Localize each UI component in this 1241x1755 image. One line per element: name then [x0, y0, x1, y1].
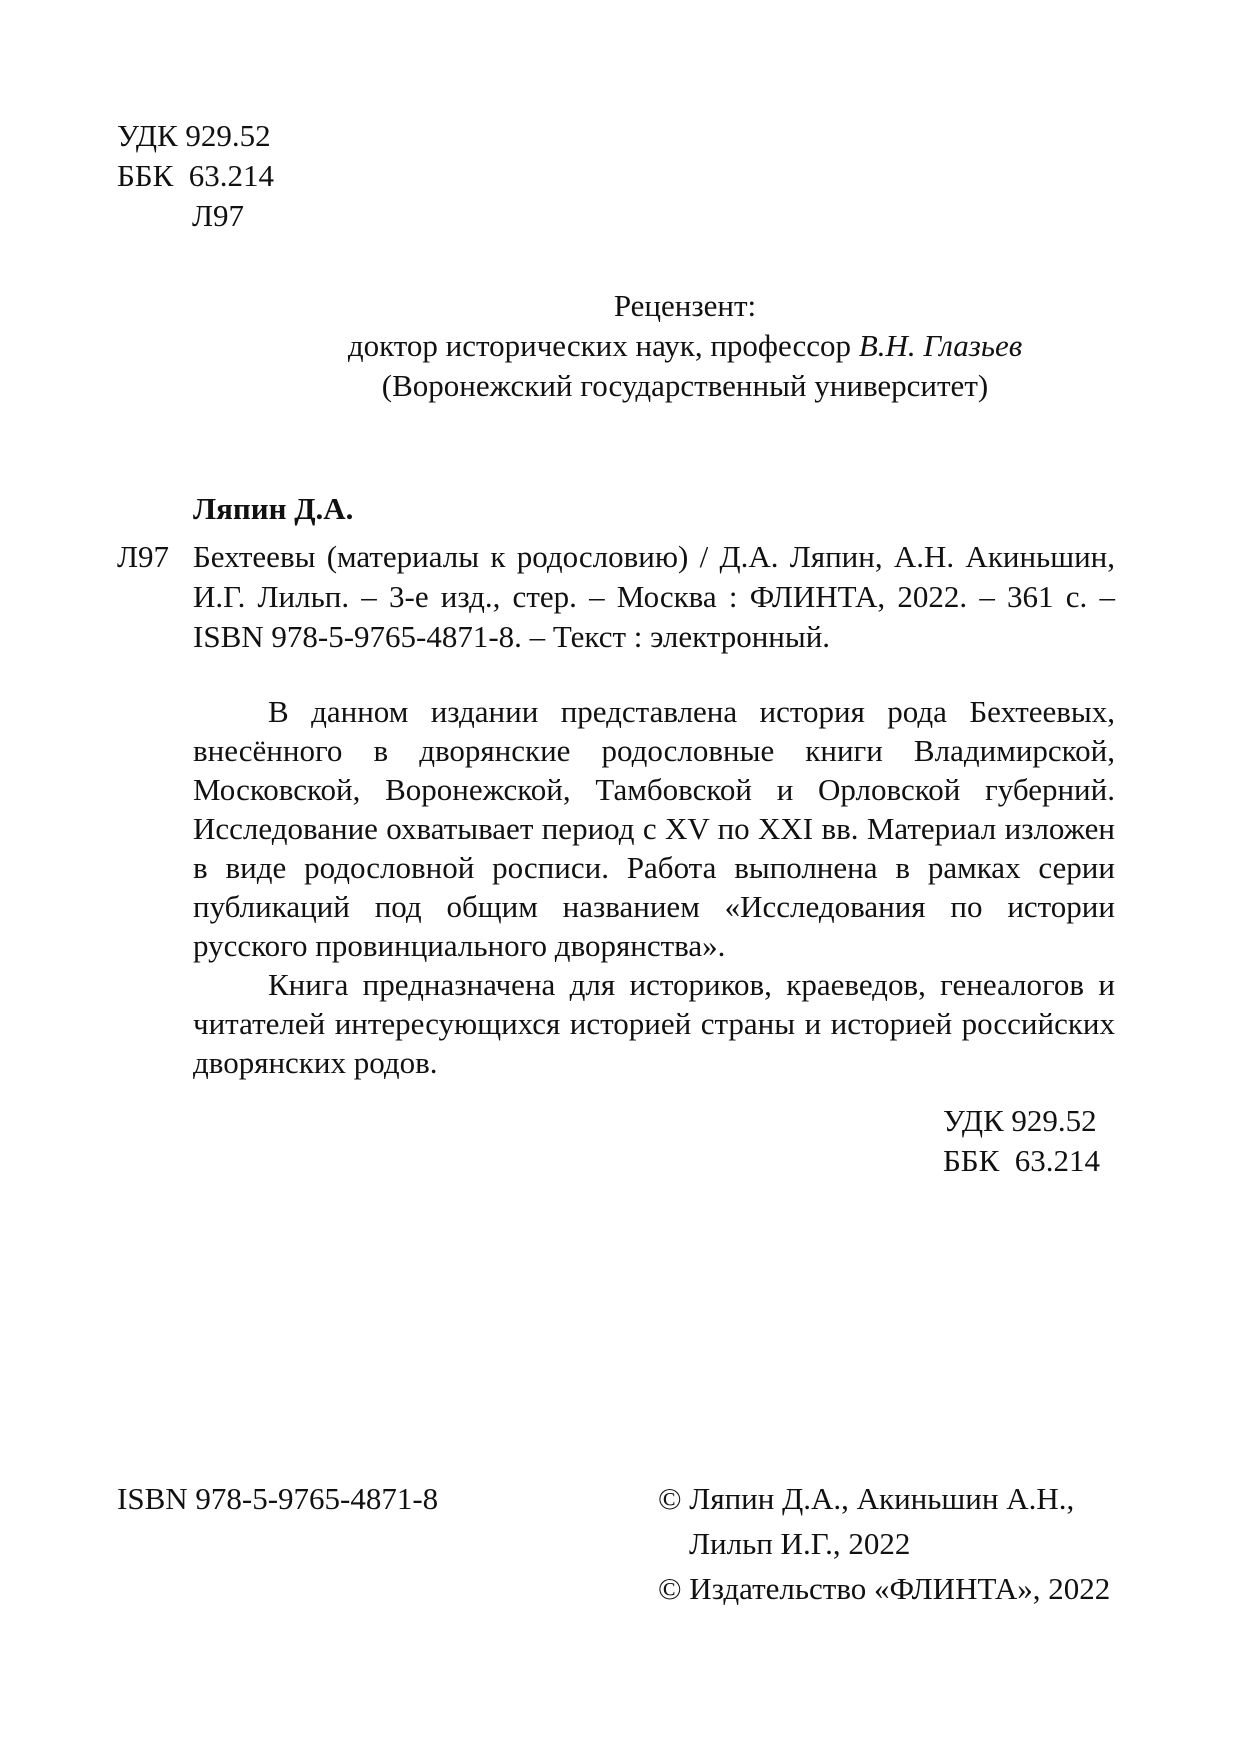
- bibliographic-record: Бехтеевы (материалы к родословию) / Д.А. Ляпин, А.Н. Акиньшин, И.Г. Лильп. – 3-е изд., стер. – Москва : ФЛИНТА, 2022. – 361 с. – ISBN 978-5-9765-4871-8. – Текст : электронный.: [193, 539, 1115, 654]
- annotation-paragraph: Книга предназначена для историков, краеведов, генеалогов и читателей интересующихся историей страны и историей российских дворянских родов.: [193, 967, 1115, 1080]
- copyright-block: [658, 1479, 1110, 1614]
- copyright-publisher: © Издательство «ФЛИНТА», 2022: [658, 1571, 1111, 1606]
- reviewer-heading: Рецензент:: [613, 288, 757, 323]
- bbk-code: ББК 63.214: [117, 158, 275, 193]
- udk-code: УДК 929.52: [943, 1103, 1097, 1138]
- author-sign: Л97: [192, 198, 245, 233]
- annotation-paragraph: В данном издании представлена история рода Бехтеевых, внесённого в дворянские родословные книги Владимирской, Московской, Воронежской, Тамбовской и Орловской губерний. Исследование охватывает период с XV по XXI вв. Материал изложен в виде родословной росписи. Работа выполнена в рамках серии публикаций под общим названием «Исследования по истории русского провинциального дворянства».: [193, 694, 1115, 963]
- copyright-authors-continued: Лильп И.Г., 2022: [689, 1526, 911, 1561]
- reviewer-name: В.Н. Глазьев: [858, 328, 1023, 363]
- annotation: [193, 692, 1115, 1082]
- reviewer-line: [200, 326, 1170, 366]
- reviewer-block: [200, 286, 1170, 406]
- classification-codes-bottom: [943, 1101, 1100, 1181]
- copyright-authors: © Ляпин Д.А., Акиньшин А.Н.,: [658, 1481, 1075, 1516]
- classification-codes-top: [117, 116, 274, 236]
- author-heading: Ляпин Д.А.: [193, 491, 354, 526]
- author-sign-side: Л97: [117, 539, 170, 574]
- udk-code: УДК 929.52: [117, 118, 271, 153]
- reviewer-title: доктор исторических наук, профессор: [347, 328, 859, 363]
- reviewer-affiliation: (Воронежский государственный университет): [381, 368, 989, 403]
- bbk-code: ББК 63.214: [943, 1143, 1101, 1178]
- isbn: ISBN 978-5-9765-4871-8: [117, 1481, 439, 1516]
